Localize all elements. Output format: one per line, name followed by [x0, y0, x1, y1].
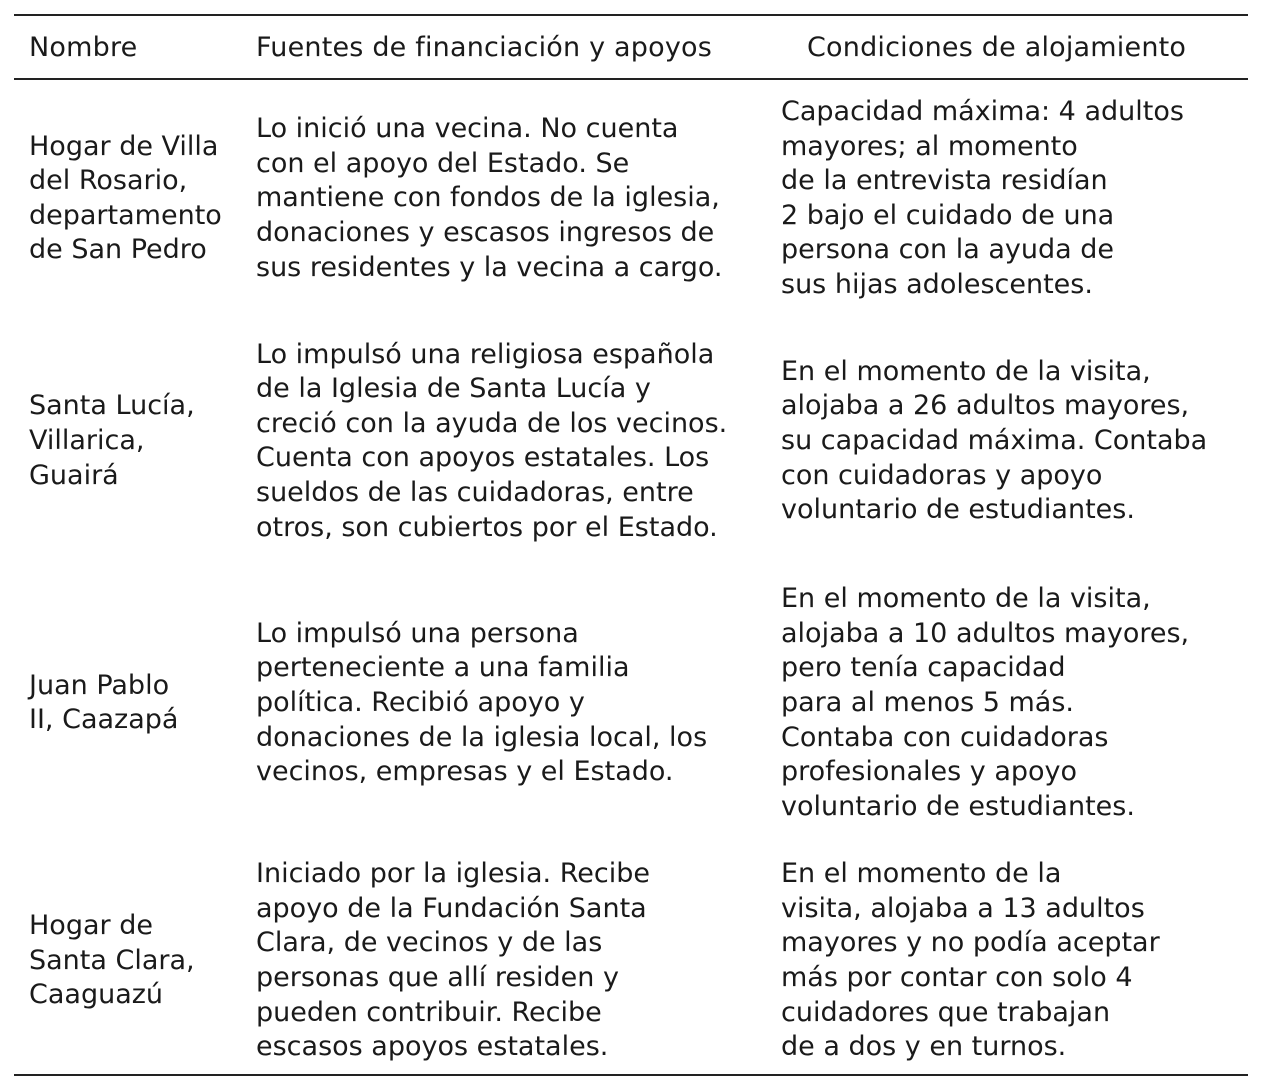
table-row — [14, 325, 1248, 570]
cell-funding-text: Lo inició una vecina. No cuenta con el apoyo del Estado. Se mantiene con fondos de la iglesia, donaciones y escasos ingresos de sus residentes y la vecina a cargo. — [256, 113, 723, 283]
cell-name — [14, 325, 256, 570]
header-condiciones: Condiciones de alojamiento — [781, 15, 1248, 79]
cell-housing — [781, 569, 1248, 846]
table-header — [14, 15, 1248, 79]
table-row — [14, 846, 1248, 1075]
table-row — [14, 569, 1248, 846]
cell-funding — [256, 79, 781, 325]
cell-name-text: Hogar de Villa del Rosario, departamento de San Pedro — [29, 130, 222, 266]
header-row — [14, 15, 1248, 79]
cell-name-text: Juan Pablo II, Caazapá — [29, 669, 179, 736]
cell-name — [14, 569, 256, 846]
table-row — [14, 79, 1248, 325]
cell-name-text: Hogar de Santa Clara, Caaguazú — [29, 910, 195, 1011]
cell-funding-text: Lo impulsó una religiosa española de la Iglesia de Santa Lucía y creció con la ayuda de los vecinos. Cuenta con apoyos estatales. Los sueldos de las cuidadoras, entre otros, son cubiertos por el Estado. — [256, 338, 728, 543]
cell-funding — [256, 846, 781, 1075]
cell-housing — [781, 79, 1248, 325]
document-table-container — [14, 14, 1248, 1076]
cell-housing — [781, 325, 1248, 570]
cell-housing-text: Capacidad máxima: 4 adultos mayores; al momento de la entrevista residían 2 bajo el cuidado de una persona con la ayuda de sus hijas adolescentes. — [781, 96, 1184, 300]
header-fuentes: Fuentes de financiación y apoyos — [256, 15, 781, 79]
cell-funding-text: Iniciado por la iglesia. Recibe apoyo de la Fundación Santa Clara, de vecinos y de las personas que allí residen y pueden contribuir. Recibe escasos apoyos estatales. — [256, 858, 650, 1063]
cell-funding-text: Lo impulsó una persona perteneciente a una familia política. Recibió apoyo y donaciones de la iglesia local, los vecinos, empresas y el Estado. — [256, 617, 708, 788]
cell-funding — [256, 569, 781, 846]
table-body — [14, 79, 1248, 1075]
cell-housing-text: En el momento de la visita, alojaba a 13 adultos mayores y no podía aceptar más por contar con solo 4 cuidadores que trabajan de a dos y en turnos. — [781, 858, 1160, 1063]
cell-housing — [781, 846, 1248, 1075]
care-homes-table — [14, 14, 1248, 1076]
cell-name — [14, 79, 256, 325]
cell-funding — [256, 325, 781, 570]
cell-housing-text: En el momento de la visita, alojaba a 10 adultos mayores, pero tenía capacidad para al menos 5 más. Contaba con cuidadoras profesionales y apoyo voluntario de estudiantes. — [781, 583, 1190, 822]
cell-name-text: Santa Lucía, Villarica, Guairá — [29, 390, 195, 491]
header-nombre: Nombre — [14, 15, 256, 79]
cell-housing-text: En el momento de la visita, alojaba a 26 adultos mayores, su capacidad máxima. Contaba con cuidadoras y apoyo voluntario de estudiantes. — [781, 355, 1208, 526]
cell-name — [14, 846, 256, 1075]
